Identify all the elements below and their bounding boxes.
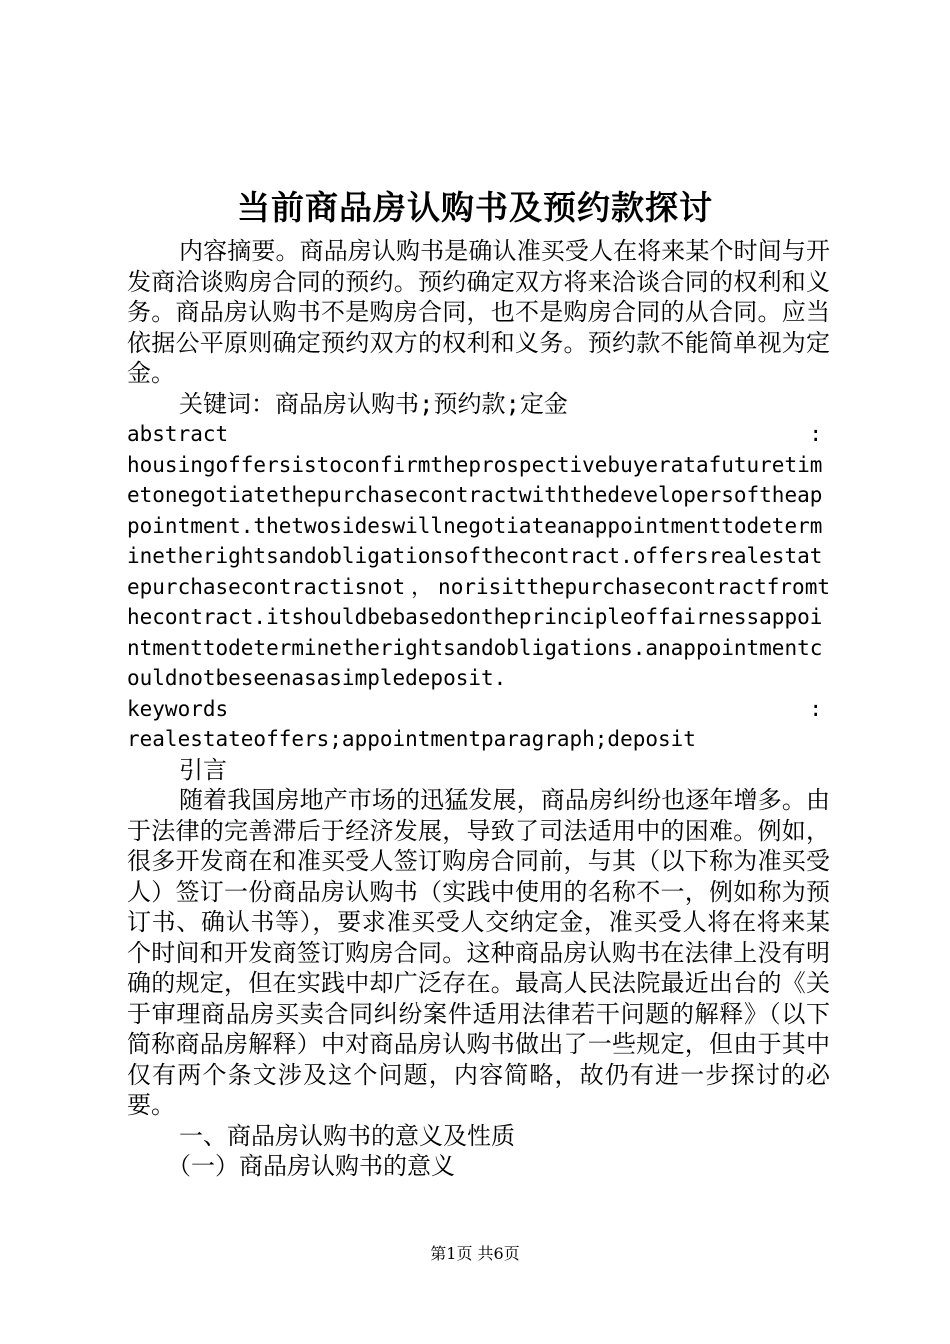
intro-paragraph: 随着我国房地产市场的迅猛发展，商品房纠纷也逐年增多。由于法律的完善滞后于经济发展，导致了司法适用中的困难。例如，很多开发商在和准买受人签订购房合同前，与其（以下称为准买受人）签订一份商品房认购书（实践中使用的名称不一，例如称为预订书、确认书等），要求准买受人交纳定金，准买受人将在将来某个时间和开发商签订购房合同。这种商品房认购书在法律上没有明确的规定，但在实践中却广泛存在。最高人民法院最近出台的《关于审理商品房买卖合同纠纷案件适用法律若干问题的解释》（以下简称商品房解释）中对商品房认购书做出了一些规定，但由于其中仅有两个条文涉及这个问题，内容简略，故仍有进一步探讨的必要。 xyxy=(127,786,830,1119)
document-body xyxy=(127,236,830,1182)
keywords-en-label: keywords xyxy=(127,696,229,721)
page-footer: 第1页 共6页 xyxy=(430,1244,520,1263)
keywords-en: realestateoffers;appointmentparagraph;deposit xyxy=(127,727,696,751)
keywords-cn: 关键词：商品房认购书;预约款;定金 xyxy=(179,389,568,418)
section1-sub-heading: （一）商品房认购书的意义 xyxy=(167,1152,455,1180)
abstract-en-colon: : xyxy=(809,422,822,446)
abstract-en-label: abstract xyxy=(127,422,229,446)
intro-heading: 引言 xyxy=(179,755,227,784)
abstract-cn: 内容摘要。商品房认购书是确认准买受人在将来某个时间与开发商洽谈购房合同的预约。预约确定双方将来洽谈合同的权利和义务。商品房认购书不是购房合同，也不是购房合同的从合同。应当依据公平原则确定预约双方的权利和义务。预约款不能简单视为定金。 xyxy=(127,237,830,387)
section1-heading: 一、商品房认购书的意义及性质 xyxy=(179,1121,515,1150)
keywords-en-colon: : xyxy=(809,696,822,721)
abstract-en-heading xyxy=(127,419,830,450)
document-title: 当前商品房认购书及预约款探讨 xyxy=(237,188,713,227)
keywords-en-heading xyxy=(127,694,830,725)
abstract-en: housingoffersistoconfirmtheprospectivebuyeratafuturetimetonegotiatethepurchasecontractwiththedevelopersoftheappointment.thetwosideswillnegotiateanappointmenttodeterminetherightsandobligationsofthecontract.offersrealestatepurchasecontractisnot，norisitthepurchasecontractfromthecontract.itshouldbebasedontheprincipleoffairnessappointmenttodeterminetherightsandobligations.anappointmentcouldnotbeseenasasimpledeposit. xyxy=(127,452,830,690)
